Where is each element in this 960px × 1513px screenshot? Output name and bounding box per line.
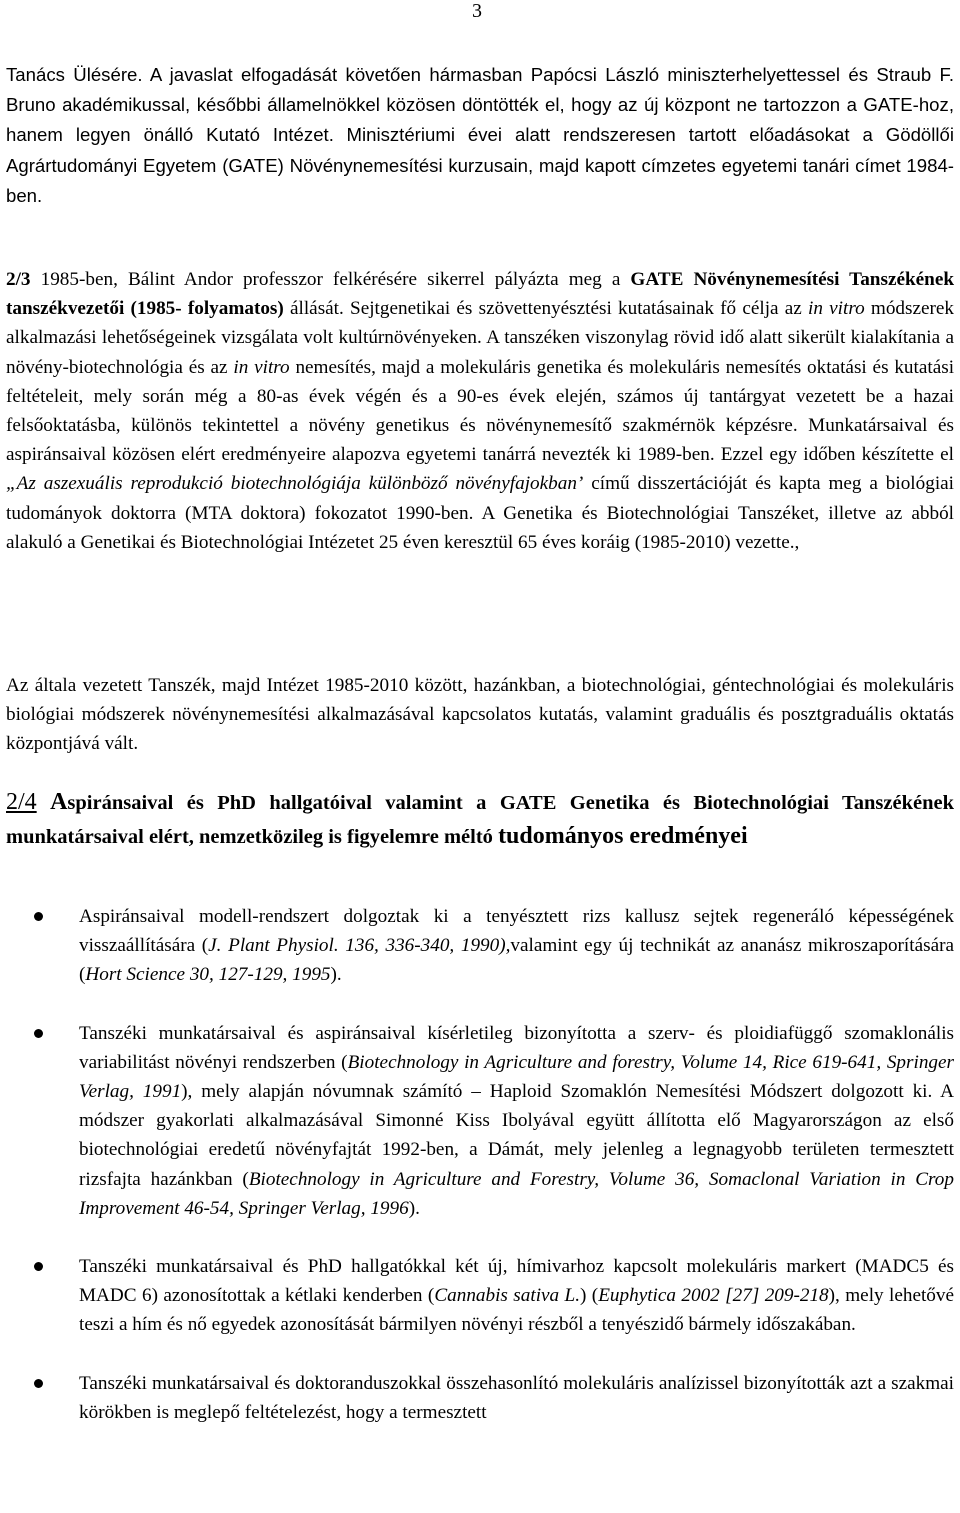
paragraph-text: 1985-ben, Bálint Andor professzor felkérésére sikerrel pályázta meg a [40, 269, 621, 290]
bullet-icon [34, 1379, 43, 1388]
results-list [0, 902, 954, 1456]
paragraph-text: Minisztériumi évei alatt rendszeresen tartott előadásokat a Gödöllői Agrártudományi Egyetem (GATE) Növénynemesítési kurzusain, majd kapott címzetes egyetemi tanári címet 1984-ben. [6, 124, 954, 206]
paragraph-department-head [6, 265, 954, 557]
bullet-icon [34, 1262, 43, 1271]
bullet-icon [34, 1029, 43, 1038]
paragraph-text: című disszertációját és kapta meg a biológiai tudományok doktorra (MTA doktora) fokozatot 1990-ben. [6, 473, 954, 524]
heading-initial: A [50, 789, 68, 815]
bullet-icon [34, 912, 43, 921]
section-heading [6, 786, 954, 854]
paragraph-text: Tanács Ülésére. A javaslat elfogadását követően hármasban Papócsi László miniszterhelyettessel és Straub F. Bruno akadémikussal, későbbi államelnökkel közösen döntötték el, hogy az új központ ne tartozzon a GATE-hoz, hanem legyen önálló Kutató Intézet. [6, 64, 954, 146]
list-item: Tanszéki munkatársaival és PhD hallgatókkal két új, hímivarhoz kapcsolt molekuláris markert (MADC5 és MADC 6) azonosítottak a kétlaki kenderben (Cannabis sativa L.) (Euphytica 2002 [27] 209-218), mely lehetővé teszi a hím és nő egyedek azonosítását bármilyen növényi részből a tenyészidő bármely időszakában. [0, 1252, 954, 1340]
paragraph-text: Ezzel egy időben készítette el [720, 444, 954, 466]
italic-text: in vitro [233, 356, 290, 378]
list-item: Tanszéki munkatársaival és doktoranduszokkal összehasonlító molekuláris analízissel bizonyították azt a szakmai körökben is meglepő feltételezést, hogy a termesztett [0, 1369, 954, 1427]
paragraph-text: Munkatársaival és aspiránsaival közösen elért eredményeire alapozva egyetemi tanárrá nevezték ki 1989-ben. [6, 415, 955, 466]
paragraph-text: nemesítés, majd a molekuláris genetika és molekuláris nemesítés oktatási és kutatási feltételeit, mely során még a 80-as évek végén és a 90-es évek elején, számos új tantárgyat vezetett be a hazai felsőoktatásba, különös tekintettel a növény genetikus és növénynemesítő szakmérnök képzésre. [6, 356, 955, 437]
paragraph-text: A tanszéken viszonylag rövid idő alatt sikerült kialakítania a növény-biotechnológia és az [6, 327, 954, 378]
heading-text: spiránsaival és PhD hallgatóival valamint a GATE Genetika és Biotechnológiai Tanszékének munkatársaival elért, nemzetközileg is figyelemre méltó [6, 792, 954, 848]
list-item: Tanszéki munkatársaival és aspiránsaival kísérletileg bizonyította a szerv- és ploidiafüggő szomaklonális variabilitást növényi rendszerben (Biotechnology in Agriculture and forestry, Volume 14, Rice 619-641, Springer Verlag, 1991), mely alapján nóvumnak számító – Haploid Szomaklón Nemesítési Módszert dolgozott ki. A módszer gyakorlati alkalmazásával Simonné Kiss Ibolyával együtt állította elő Magyarországon az első biotechnológiai eredetű növényfajtát 1992-ben, a Dámát, mely jelenleg a legnagyobb területen termesztett rizsfajta hazánkban (Biotechnology in Agriculture and Forestry, Volume 36, Somaclonal Variation in Crop Improvement 46-54, Springer Verlag, 1996). [0, 1019, 954, 1223]
italic-text: in vitro [808, 298, 865, 320]
bold-text: GATE Növénynemesítési Tanszékének tanszékvezetői (1985- folyamatos) [6, 269, 955, 320]
dissertation-title: „Az aszexuális reprodukció biotechnológiája különböző növényfajokban’ [6, 473, 584, 495]
paragraph-institute: Az általa vezetett Tanszék, majd Intézet 1985-2010 között, hazánkban, a biotechnológiai, géntechnológiai és molekuláris biológiai módszerek növénynemesítési alkalmazásával kapcsolatos kutatás, valamint graduális és posztgraduális oktatás központjává vált. [6, 675, 954, 755]
list-item: Aspiránsaival modell-rendszert dolgoztak ki a tenyésztett rizs kallusz sejtek regeneráló képességének visszaállítására (J. Plant Physiol. 136, 336-340, 1990),valamint egy új technikát az ananász mikroszaporítására (Hort Science 30, 127-129, 1995). [0, 902, 954, 990]
paragraph-text: Sejtgenetikai és szövettenyésztési kutatásainak fő célja az [350, 298, 802, 320]
paragraph-text: állását. [290, 298, 344, 320]
paragraph-ministry [6, 60, 954, 211]
paragraph-text: módszerek alkalmazási lehetőségeinek vizsgálata volt kultúrnövényeken. [6, 298, 955, 349]
heading-number: 2/4 [6, 789, 37, 815]
heading-text-large: tudományos eredményei [498, 823, 748, 849]
page-number: 3 [472, 0, 482, 22]
section-number: 2/3 [6, 269, 31, 290]
paragraph-text: A Genetika és Biotechnológiai Tanszéket, illetve az abból alakuló a Genetikai és Biotechnológiai Intézetet 25 éven keresztül 65 éves koráig (1985-2010) vezette., [6, 502, 954, 553]
